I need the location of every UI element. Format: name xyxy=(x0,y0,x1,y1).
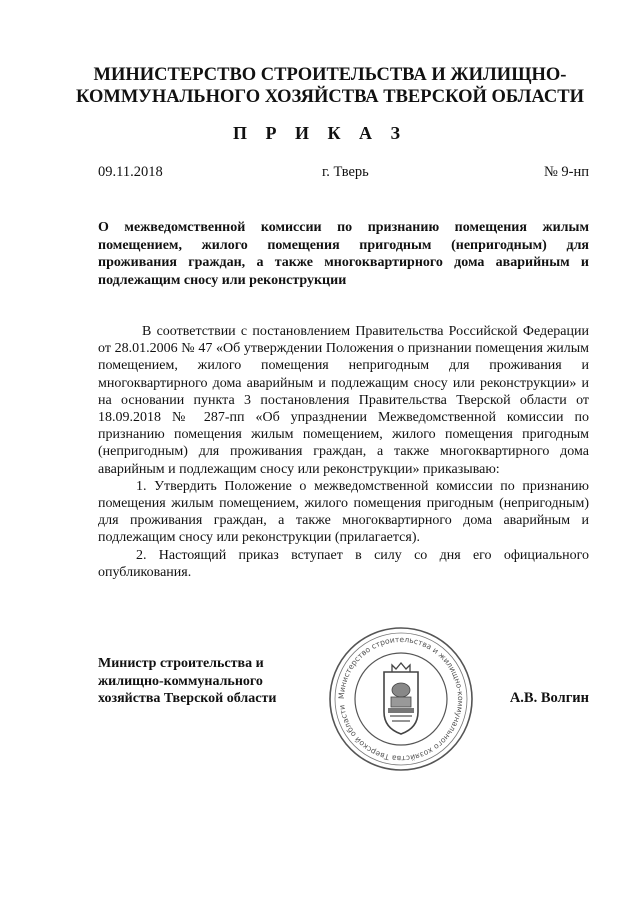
signer-position-line-2: жилищно-коммунального xyxy=(98,673,263,689)
body-preamble: В соответствии с постановлением Правительства Российской Федерации от 28.01.2006 № 47 «Об утверждении Положения о признании помещения жилым помещением, жилого помещения непригодным для проживания и многоквартирного дома аварийным и подлежащим сносу или реконструкции» и на основании пункта 3 постановления Правительства Тверской области от 18.09.2018 № 287-пп «Об упразднении Межведомственной комиссии по признанию помещения жилым помещением, жилого помещения пригодным (непригодным) для проживания граждан, а также многоквартирного дома аварийным и подлежащим сносу или реконструкции» приказываю: xyxy=(98,324,589,477)
seal-circular-text: Министерство строительства и жилищно-коммунального хозяйства Тверской области xyxy=(336,634,466,764)
signer-position-line-1: Министр строительства и xyxy=(98,656,264,671)
document-number: № 9-нп xyxy=(543,164,589,180)
body-item-2: 2. Настоящий приказ вступает в силу со дня его официального опубликования. xyxy=(98,547,589,580)
signer-position xyxy=(98,655,348,708)
document-type-title: П Р И К А З xyxy=(232,123,408,143)
ministry-line-1: МИНИСТЕРСТВО СТРОИТЕЛЬСТВА И ЖИЛИЩНО- xyxy=(93,65,567,85)
ministry-line-2: КОММУНАЛЬНОГО ХОЗЯЙСТВА ТВЕРСКОЙ ОБЛАСТИ xyxy=(76,87,584,107)
ministry-header xyxy=(60,64,600,108)
coat-of-arms-icon xyxy=(384,663,418,734)
document-city: г. Тверь xyxy=(322,164,369,180)
body-item-1: 1. Утвердить Положение о межведомственной комиссии по признанию помещения жилым помещением, жилого помещения пригодным (непригодным) для проживания граждан, а также многоквартирного дома аварийным и подлежащим сносу или реконструкции (прилагается). xyxy=(98,478,589,546)
document-date: 09.11.2018 xyxy=(98,164,163,180)
signer-name: А.В. Волгин xyxy=(509,690,589,706)
signer-position-line-3: хозяйства Тверской области xyxy=(98,691,277,706)
official-seal-stamp xyxy=(326,624,476,774)
document-subject: О межведомственной комиссии по признанию помещения жилым помещением, жилого помещения пригодным (непригодным) для проживания граждан, а также многоквартирного дома аварийным и подлежащим сносу или реконструкции xyxy=(98,220,589,288)
document-body xyxy=(98,323,589,581)
